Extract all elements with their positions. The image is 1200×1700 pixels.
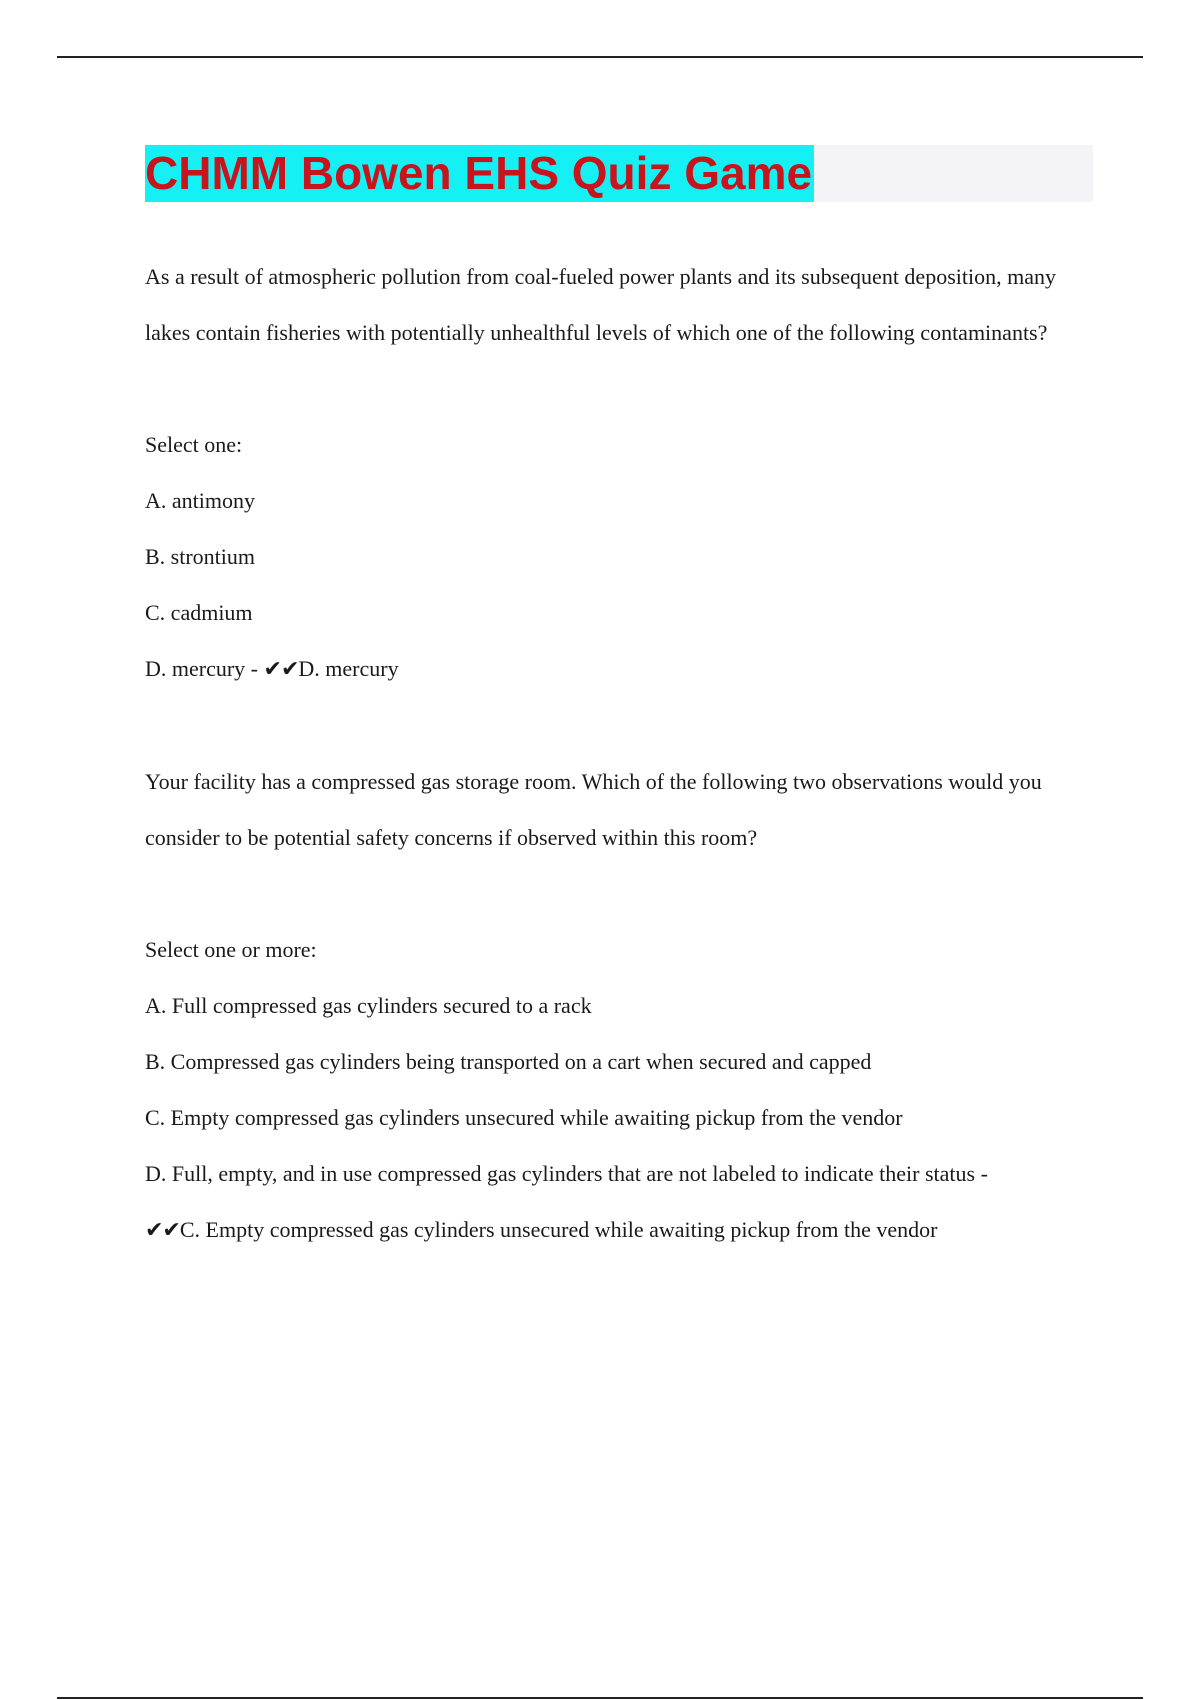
bottom-rule xyxy=(57,1697,1143,1699)
answer-option-with-key xyxy=(145,641,1100,698)
correct-answer: C. Empty compressed gas cylinders unsecured while awaiting pickup from the vendor xyxy=(179,1217,938,1242)
question-prompt: As a result of atmospheric pollution from coal-fueled power plants and its subsequent deposition, many lakes contain fisheries with potentially unhealthful levels of which one of the following contaminants? xyxy=(145,264,1056,345)
question-instruction: Select one: xyxy=(145,432,243,457)
question-1 xyxy=(145,249,1100,698)
document-body xyxy=(145,249,1100,1259)
answer-option: B. strontium xyxy=(145,544,256,569)
top-rule xyxy=(57,56,1143,58)
answer-option: B. Compressed gas cylinders being transported on a cart when secured and capped xyxy=(145,1049,872,1074)
double-check-icon: ✔✔ xyxy=(145,1218,180,1243)
answer-option: D. Full, empty, and in use compressed gas cylinders that are not labeled to indicate their status - xyxy=(145,1161,988,1186)
correct-answer: D. mercury xyxy=(298,656,399,681)
answer-option: A. Full compressed gas cylinders secured to a rack xyxy=(145,993,592,1018)
answer-option: A. antimony xyxy=(145,488,255,513)
answer-option: D. mercury - xyxy=(145,656,264,681)
question-2 xyxy=(145,754,1100,1259)
document-title: CHMM Bowen EHS Quiz Game xyxy=(145,145,814,202)
title-banner xyxy=(145,145,1093,202)
question-instruction: Select one or more: xyxy=(145,937,317,962)
answer-option: C. cadmium xyxy=(145,600,253,625)
double-check-icon: ✔✔ xyxy=(263,657,299,682)
question-prompt: Your facility has a compressed gas storage room. Which of the following two observations would you consider to be potential safety concerns if observed within this room? xyxy=(145,769,1042,850)
answer-option: C. Empty compressed gas cylinders unsecured while awaiting pickup from the vendor xyxy=(145,1105,903,1130)
answer-key-line xyxy=(145,1202,1100,1259)
